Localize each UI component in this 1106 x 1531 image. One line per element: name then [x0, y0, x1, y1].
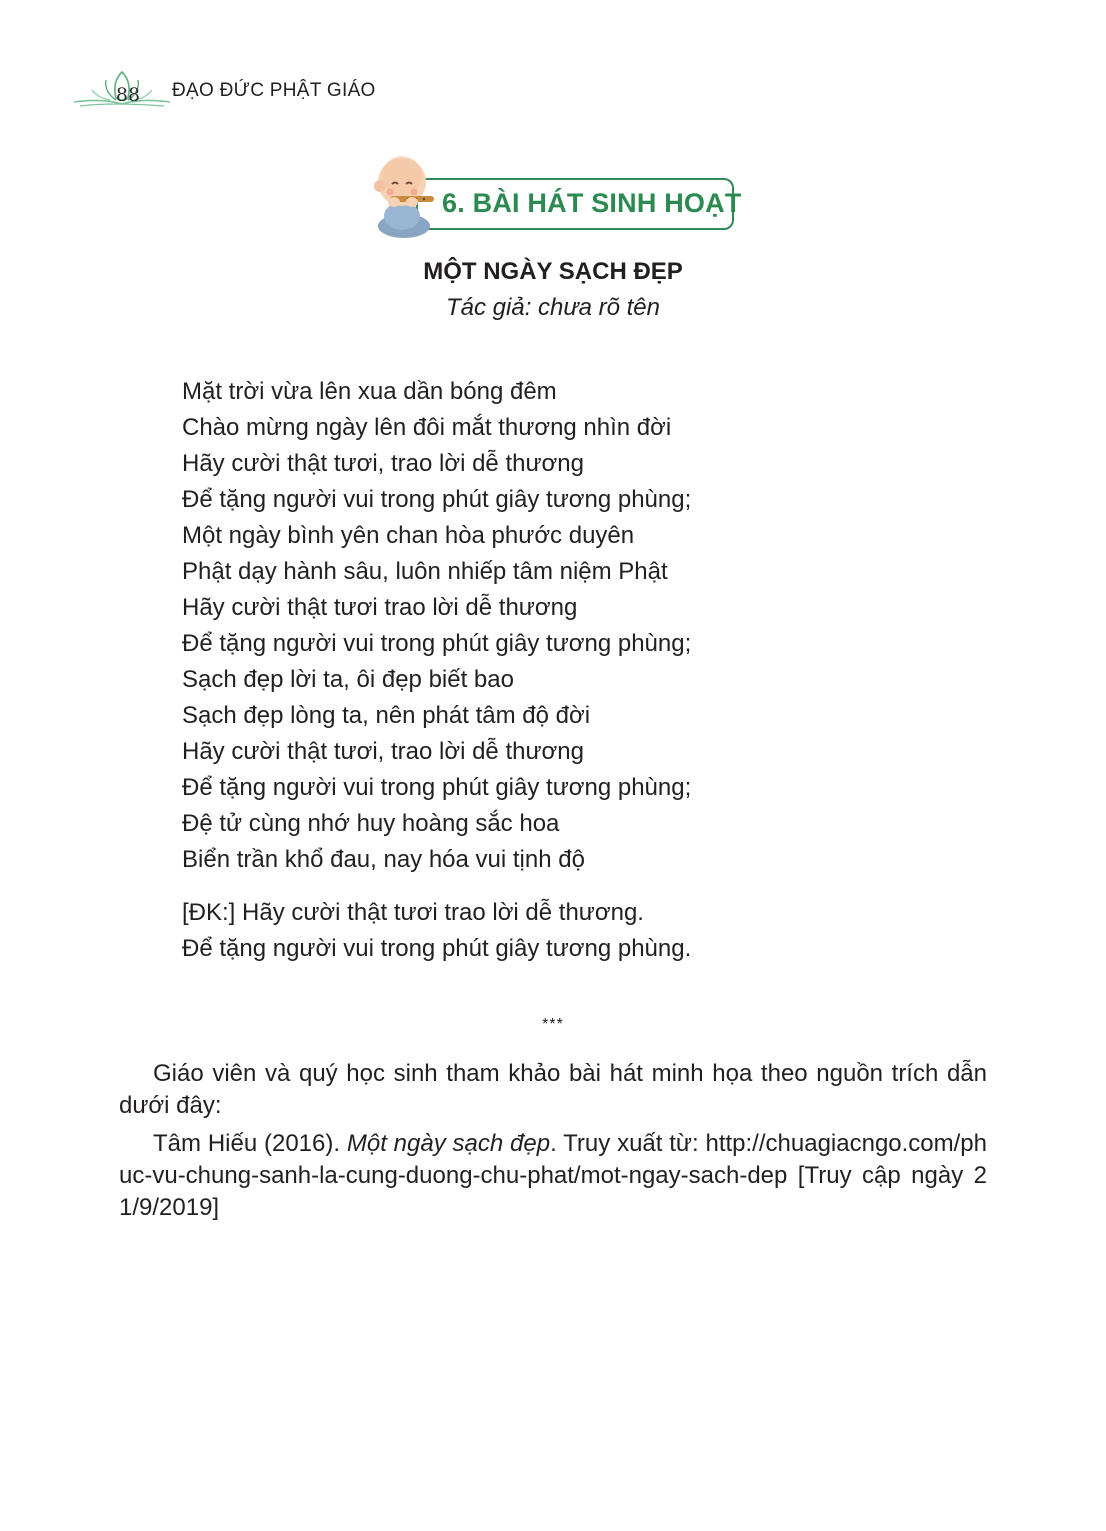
lyric-line: Chào mừng ngày lên đôi mắt thương nhìn đời	[182, 414, 672, 441]
lyric-line: Hãy cười thật tươi trao lời dễ thương	[182, 594, 578, 621]
page-number: 88	[115, 84, 141, 106]
page-header	[72, 68, 392, 112]
section-banner	[368, 152, 742, 240]
song-lyrics	[182, 374, 691, 878]
citation-title: Một ngày sạch đẹp	[346, 1130, 551, 1157]
lyric-line: Sạch đẹp lòng ta, nên phát tâm độ đời	[182, 702, 591, 729]
chorus-line: [ĐK:] Hãy cười thật tươi trao lời dễ thương.	[182, 899, 644, 926]
section-separator: ***	[542, 1016, 564, 1033]
song-author: Tác giả: chưa rõ tên	[446, 294, 660, 321]
lyric-line: Để tặng người vui trong phút giây tương phùng;	[182, 486, 692, 513]
lyric-line: Đệ tử cùng nhớ huy hoàng sắc hoa	[182, 810, 560, 837]
citation-source: . Truy xuất từ: http://chuagiacngo.com/phuc-vu-chung-sanh-la-cung-duong-chu-phat/mot-ngay-sach-dep [Truy cập ngày 21/9/2019]	[119, 1130, 988, 1221]
citation-author-year: Tâm Hiếu (2016).	[153, 1130, 347, 1157]
song-title: MỘT NGÀY SẠCH ĐẸP	[423, 258, 683, 285]
lyric-line: Phật dạy hành sâu, luôn nhiếp tâm niệm Phật	[182, 558, 668, 585]
lyric-line: Sạch đẹp lời ta, ôi đẹp biết bao	[182, 666, 514, 693]
running-header-title: ĐẠO ĐỨC PHẬT GIÁO	[172, 80, 376, 101]
song-chorus	[182, 895, 691, 967]
lyric-line: Biển trần khổ đau, nay hóa vui tịnh độ	[182, 846, 585, 873]
lyric-line: Hãy cười thật tươi, trao lời dễ thương	[182, 450, 584, 477]
lyric-line: Để tặng người vui trong phút giây tương phùng;	[182, 774, 692, 801]
section-title: 6. BÀI HÁT SINH HOẠT	[442, 188, 742, 218]
lyric-line: Để tặng người vui trong phút giây tương phùng;	[182, 630, 692, 657]
reference-note: Giáo viên và quý học sinh tham khảo bài hát minh họa theo nguồn trích dẫn dưới đây:	[119, 1060, 987, 1119]
monk-playing-flute-icon	[368, 152, 438, 240]
chorus-line: Để tặng người vui trong phút giây tương phùng.	[182, 935, 692, 962]
citation	[119, 1128, 987, 1224]
lyric-line: Hãy cười thật tươi, trao lời dễ thương	[182, 738, 584, 765]
lyric-line: Mặt trời vừa lên xua dần bóng đêm	[182, 378, 557, 405]
lyric-line: Một ngày bình yên chan hòa phước duyên	[182, 522, 635, 549]
